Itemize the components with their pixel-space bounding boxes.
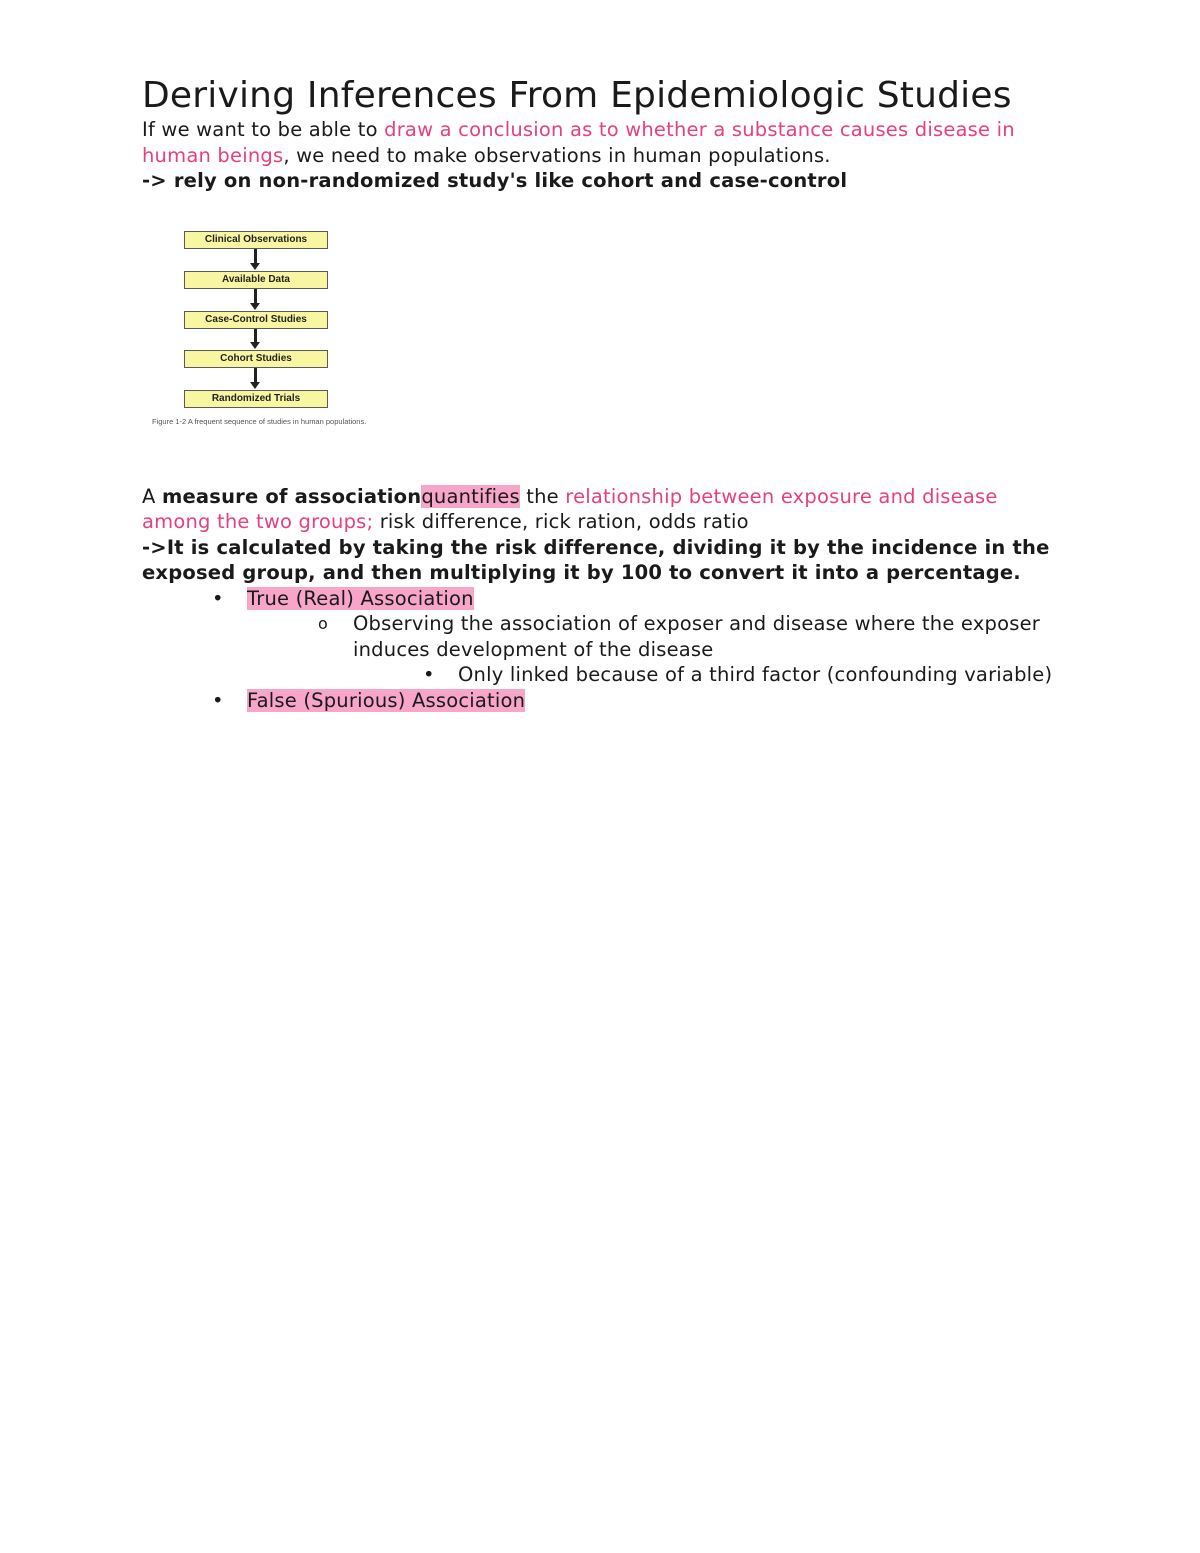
flow-arrow-4 xyxy=(254,368,257,383)
intro-pink-text: draw a conclusion as to whether a substance causes disease in human beings xyxy=(142,118,1015,167)
list-item-true-association xyxy=(142,586,1062,612)
association-paragraph xyxy=(142,484,1062,535)
document-page xyxy=(142,74,1062,713)
flow-box-clinical-observations: Clinical Observations xyxy=(184,231,328,249)
flow-arrow-3 xyxy=(254,329,257,343)
assoc-term: measure of association xyxy=(161,484,422,508)
flow-box-case-control: Case-Control Studies xyxy=(184,311,328,329)
bullet-icon: • xyxy=(212,688,224,712)
linked-text: Only linked because of a third factor (confounding variable) xyxy=(458,663,1053,686)
association-types-list xyxy=(142,586,1062,714)
list-item-false-association xyxy=(142,688,1062,714)
study-sequence-figure xyxy=(150,231,380,431)
flow-arrow-1 xyxy=(254,249,257,264)
false-association-label: False (Spurious) Association xyxy=(247,688,526,712)
list-subsubitem-linked xyxy=(142,662,1062,688)
intro-arrow-line: -> rely on non-randomized study's like cohort and case-control xyxy=(142,169,848,192)
intro-paragraph xyxy=(142,117,1062,168)
flow-arrow-2 xyxy=(254,289,257,304)
true-association-label: True (Real) Association xyxy=(247,586,474,610)
flow-box-available-data: Available Data xyxy=(184,271,328,289)
assoc-highlight-quantifies: quantifies xyxy=(421,484,520,508)
assoc-text-a: A xyxy=(142,484,162,508)
list-subitem-observing xyxy=(142,611,1062,662)
assoc-text-measures: risk difference, rick ration, odds ratio xyxy=(373,510,749,533)
calculation-paragraph: ->It is calculated by taking the risk difference, dividing it by the incidence in the exposed group, and then multiplying it by 100 to convert it into a percentage. xyxy=(142,535,1050,584)
figure-caption: Figure 1-2 A frequent sequence of studies in human populations. xyxy=(152,416,367,426)
circle-bullet-icon: o xyxy=(318,614,328,633)
association-section xyxy=(142,484,1062,714)
assoc-pink-text: relationship between exposure and disease among the two groups; xyxy=(142,484,998,533)
flow-box-randomized-trials: Randomized Trials xyxy=(184,390,328,408)
bullet-icon: • xyxy=(423,663,435,686)
observing-text: Observing the association of exposer and disease where the exposer induces development of the disease xyxy=(353,612,1041,661)
intro-text-1: If we want to be able to xyxy=(142,118,385,141)
intro-text-2: , we need to make observations in human populations. xyxy=(283,143,831,167)
bullet-icon: • xyxy=(212,586,224,610)
page-title: Deriving Inferences From Epidemiologic Studies xyxy=(142,75,1012,116)
flow-box-cohort: Cohort Studies xyxy=(184,350,328,368)
assoc-text-the: the xyxy=(519,484,566,508)
